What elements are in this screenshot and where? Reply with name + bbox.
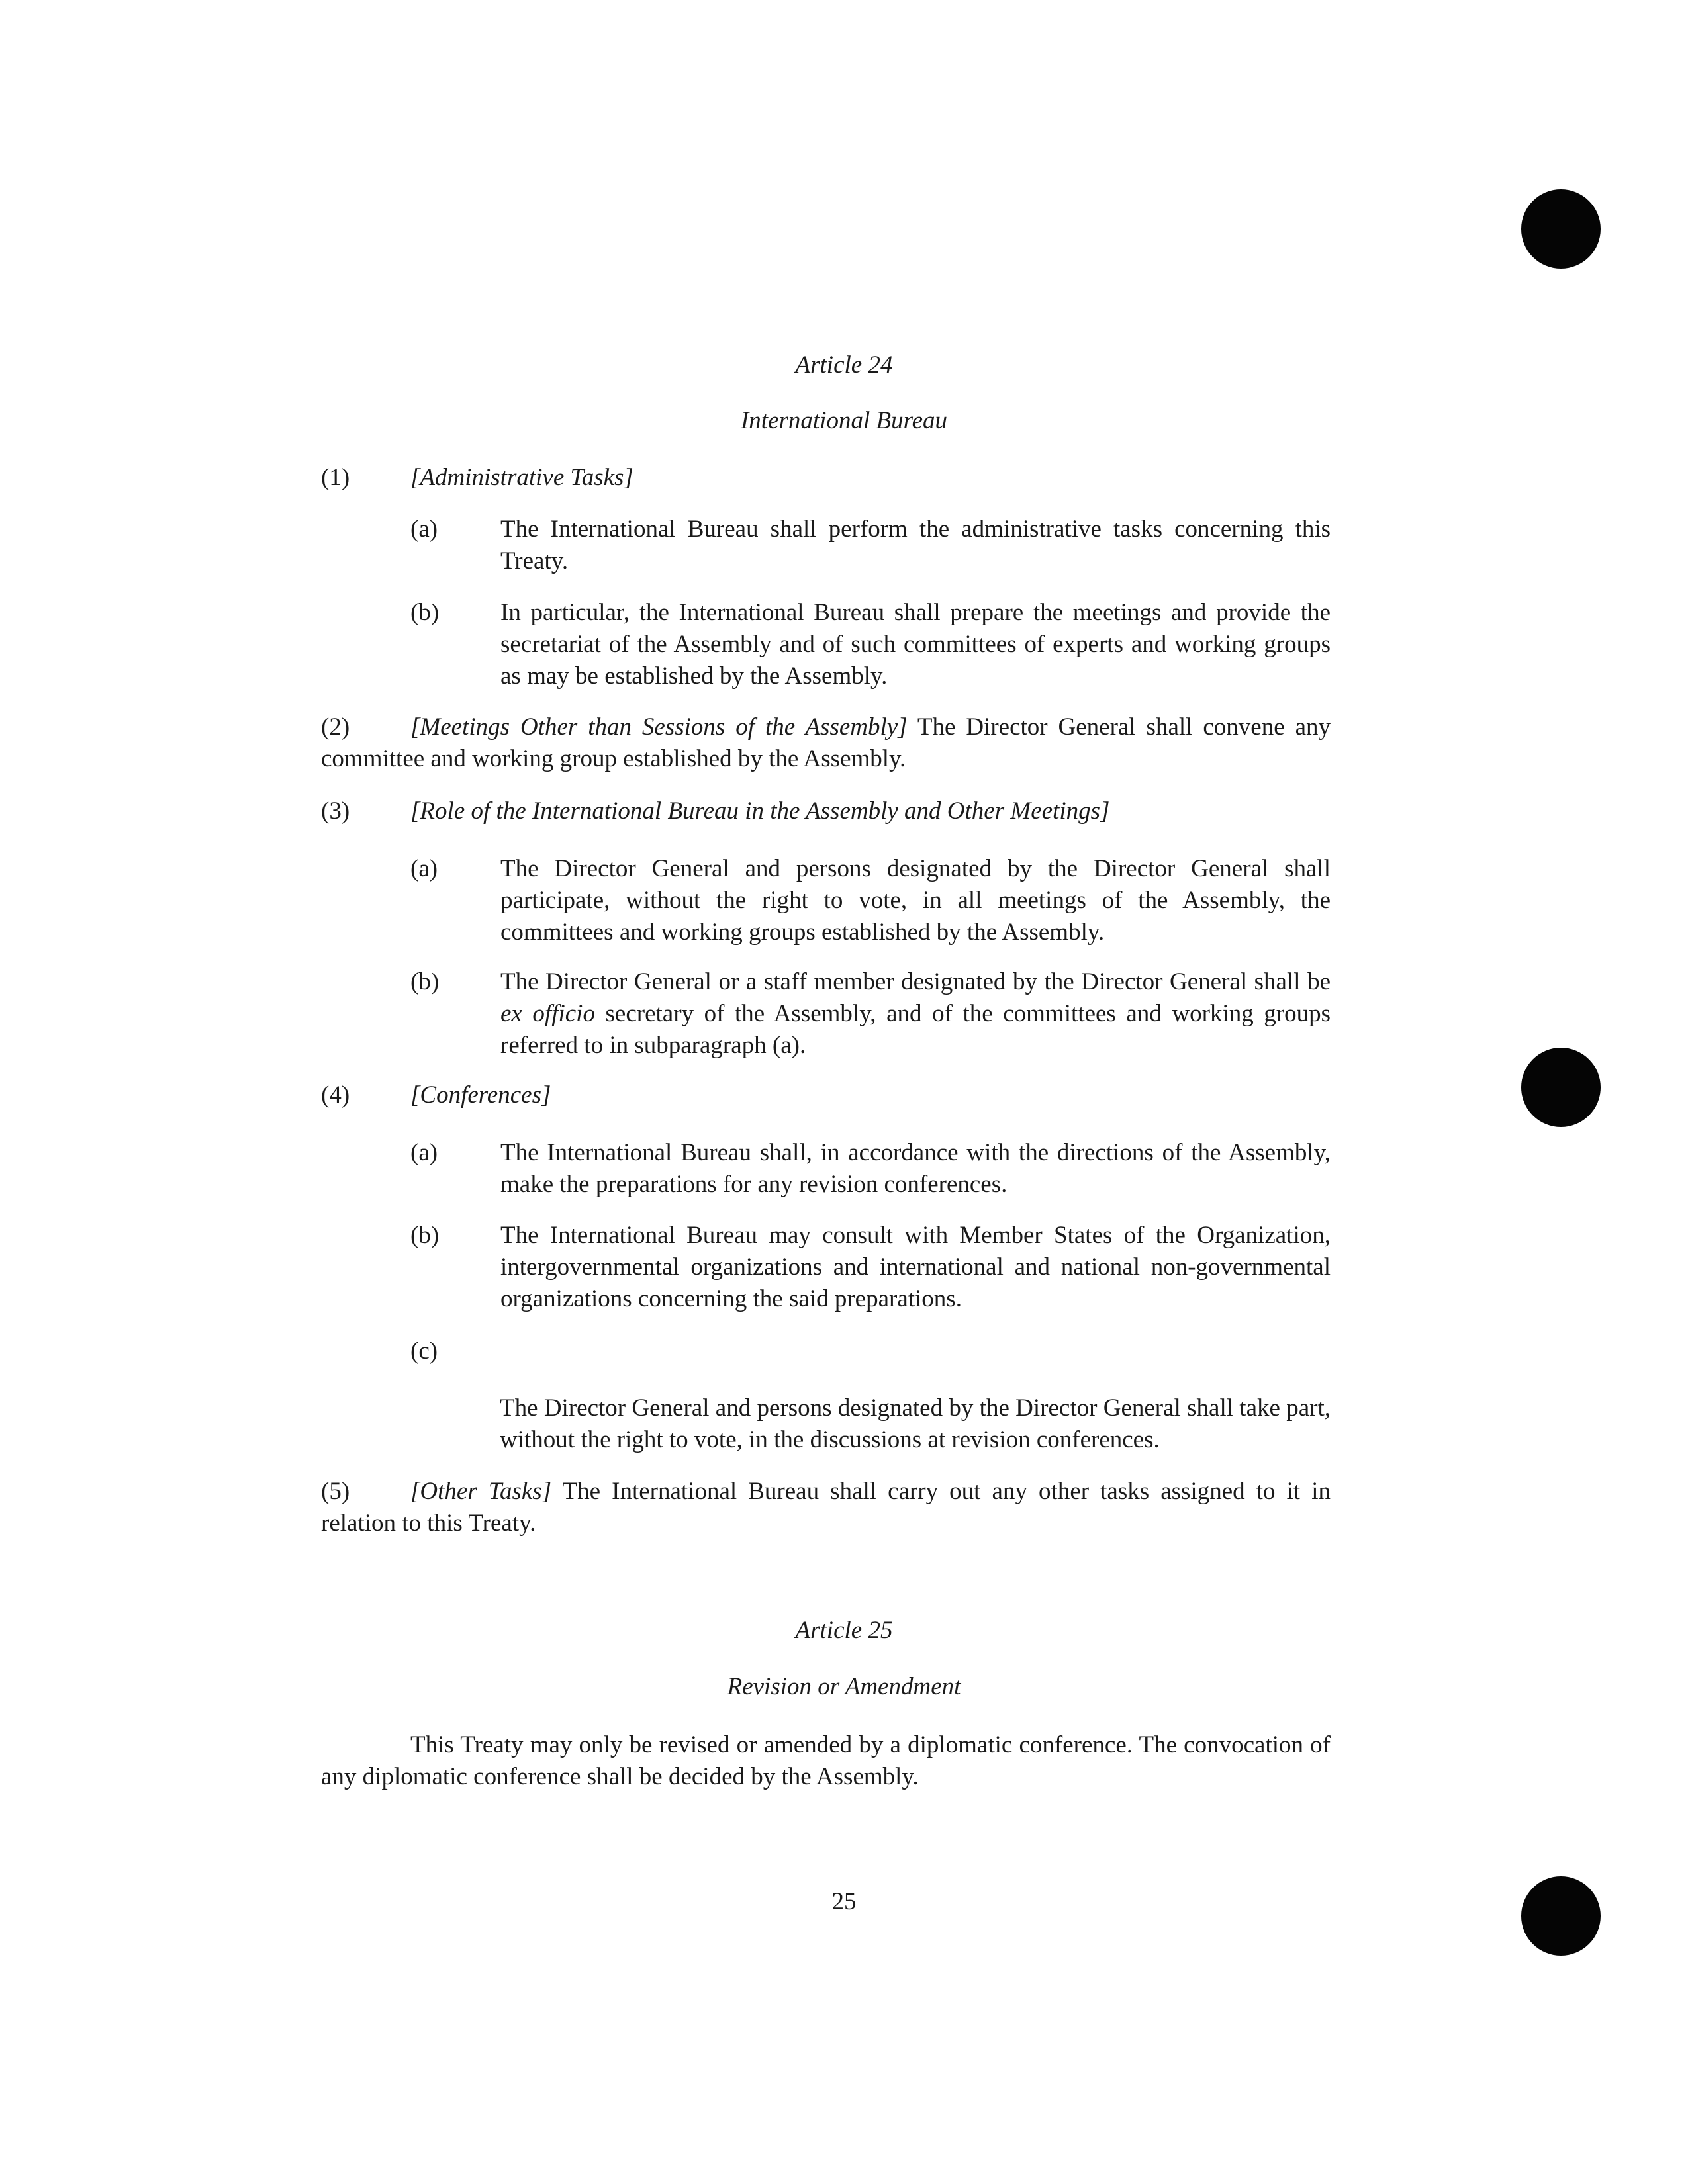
- paragraph-5-heading: [Other Tasks]: [410, 1478, 552, 1505]
- punch-hole-middle: [1521, 1048, 1601, 1127]
- paragraph-3b-text-italic: ex officio: [500, 1000, 595, 1027]
- paragraph-3a-label: (a): [410, 855, 438, 882]
- paragraph-4a-text: The International Bureau shall, in accordance with the directions of the Assembly, make the preparations for any revision conferences.: [500, 1139, 1331, 1198]
- paragraph-4c-label: (c): [410, 1338, 438, 1365]
- paragraph-1a-label: (a): [410, 516, 438, 543]
- paragraph-2-number: (2): [321, 713, 350, 741]
- paragraph-3-number: (3): [321, 797, 350, 825]
- paragraph-3a-text: The Director General and persons designated by the Director General shall participate, without the right to vote, in all meetings of the Assembly, the committees and working groups established by the Assembly.: [500, 855, 1331, 946]
- paragraph-4-heading: [Conferences]: [410, 1081, 551, 1109]
- article-25-title: Article 25: [795, 1617, 893, 1644]
- paragraph-4b-text: The International Bureau may consult with Member States of the Organization, intergovernmental organizations and international and national non-governmental organizations concerning the said preparations.: [500, 1222, 1331, 1312]
- paragraph-3b-label: (b): [410, 968, 440, 995]
- paragraph-4c-text: The Director General and persons designated by the Director General shall take part, without the right to vote, in the discussions at revision conferences.: [500, 1394, 1331, 1453]
- paragraph-1-heading: [Administrative Tasks]: [410, 464, 633, 491]
- paragraph-2-heading: [Meetings Other than Sessions of the Assembly]: [410, 713, 908, 741]
- paragraph-1b-label: (b): [410, 599, 440, 626]
- paragraph-2-text: The Director General shall convene any committee and working group established by the Assembly.: [321, 713, 1331, 772]
- paragraph-3-heading: [Role of the International Bureau in the Assembly and Other Meetings]: [410, 797, 1110, 825]
- paragraph-4-number: (4): [321, 1081, 350, 1109]
- paragraph-4a-label: (a): [410, 1139, 438, 1166]
- paragraph-5-body: [321, 1476, 1331, 1539]
- paragraph-3b-text-start: The Director General or a staff member designated by the Director General shall be: [500, 968, 1331, 995]
- article-25-text: This Treaty may only be revised or amended by a diplomatic conference. The convocation of any diplomatic conference shall be decided by the Assembly.: [321, 1731, 1331, 1790]
- paragraph-1a-text: The International Bureau shall perform the administrative tasks concerning this Treaty.: [500, 516, 1331, 574]
- paragraph-1b-text: In particular, the International Bureau shall prepare the meetings and provide the secretariat of the Assembly and of such committees of experts and working groups as may be established by the Assembly.: [500, 599, 1331, 690]
- article-25-subtitle: Revision or Amendment: [727, 1673, 961, 1700]
- paragraph-4b-label: (b): [410, 1222, 440, 1249]
- paragraph-5-number: (5): [321, 1478, 350, 1505]
- paragraph-3b-text-end: secretary of the Assembly, and of the committees and working groups referred to in subparagraph (a).: [500, 1000, 1331, 1059]
- paragraph-2-body: [321, 711, 1331, 775]
- paragraph-5-text: The International Bureau shall carry out any other tasks assigned to it in relation to this Treaty.: [321, 1478, 1331, 1537]
- article-24-title: Article 24: [795, 351, 893, 379]
- page-number: 25: [831, 1888, 857, 1915]
- article-24-subtitle: International Bureau: [740, 407, 948, 434]
- paragraph-3b-text: [500, 966, 1331, 1062]
- punch-hole-top: [1521, 189, 1601, 269]
- paragraph-1-number: (1): [321, 464, 350, 491]
